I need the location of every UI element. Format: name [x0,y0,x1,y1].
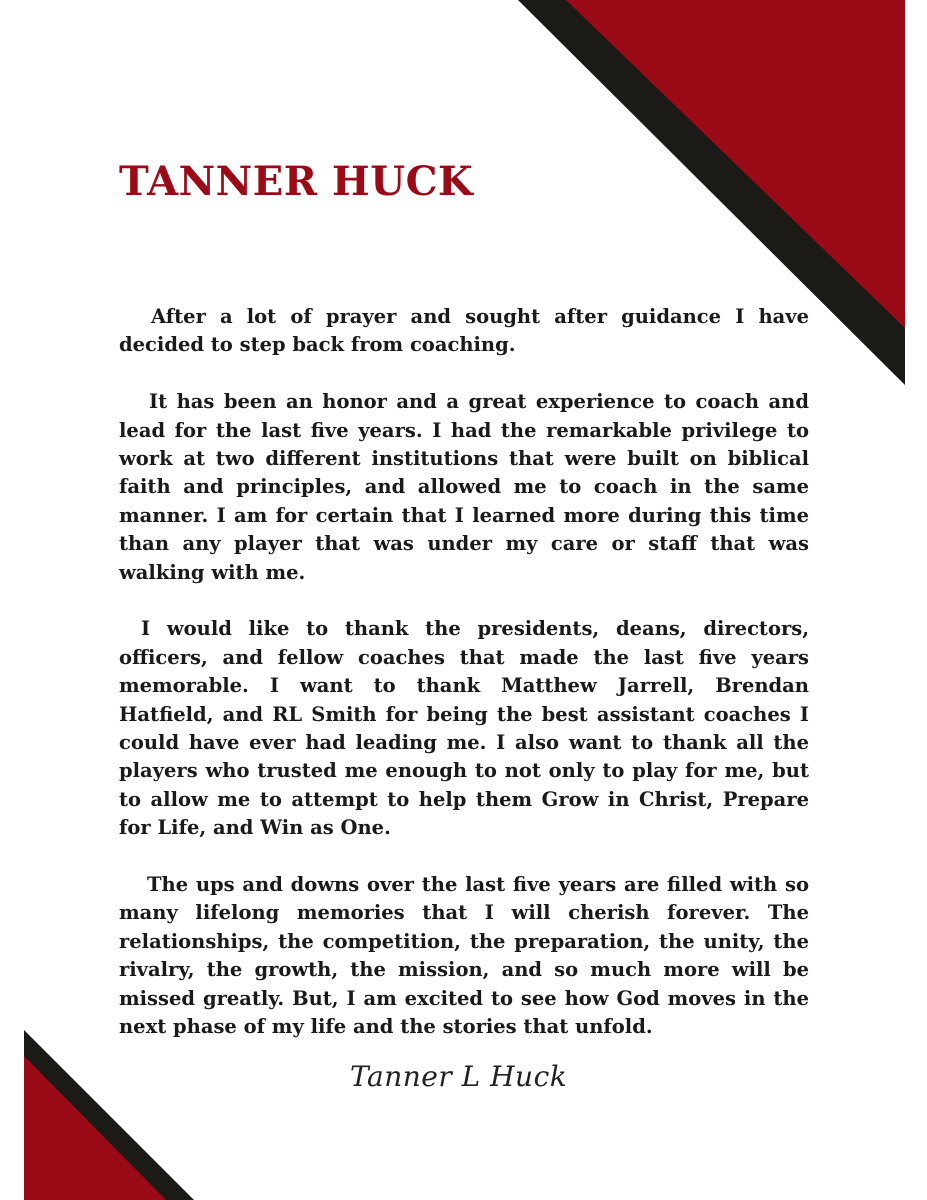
paragraph-2: It has been an honor and a great experience to coach and lead for the last five years. I had the remarkable privilege to work at two different institutions that were built on biblical faith and principles, and allowed me to coach in the same manner. I am for certain that I learned more during this time than any player that was under my care or staff that was walking with me. [119,390,809,584]
document-title: TANNER HUCK [119,158,474,205]
letter-body [119,303,809,1070]
paragraph-1: After a lot of prayer and sought after guidance I have decided to step back from coaching. [119,305,809,357]
signature: Tanner L Huck [350,1060,568,1093]
page-margin [905,0,927,1200]
paragraph-4: The ups and downs over the last five years are filled with so many lifelong memories that I will cherish forever. The relationships, the competition, the preparation, the unity, the rivalry, the growth, the mission, and so much more will be missed greatly. But, I am excited to see how God moves in the next phase of my life and the stories that unfold. [119,873,809,1039]
paragraph-3: I would like to thank the presidents, deans, directors, officers, and fellow coaches that made the last five years memorable. I want to thank Matthew Jarrell, Brendan Hatfield, and RL Smith for being the best assistant coaches I could have ever had leading me. I also want to thank all the players who trusted me enough to not only to play for me, but to allow me to attempt to help them Grow in Christ, Prepare for Life, and Win as One. [119,617,809,840]
